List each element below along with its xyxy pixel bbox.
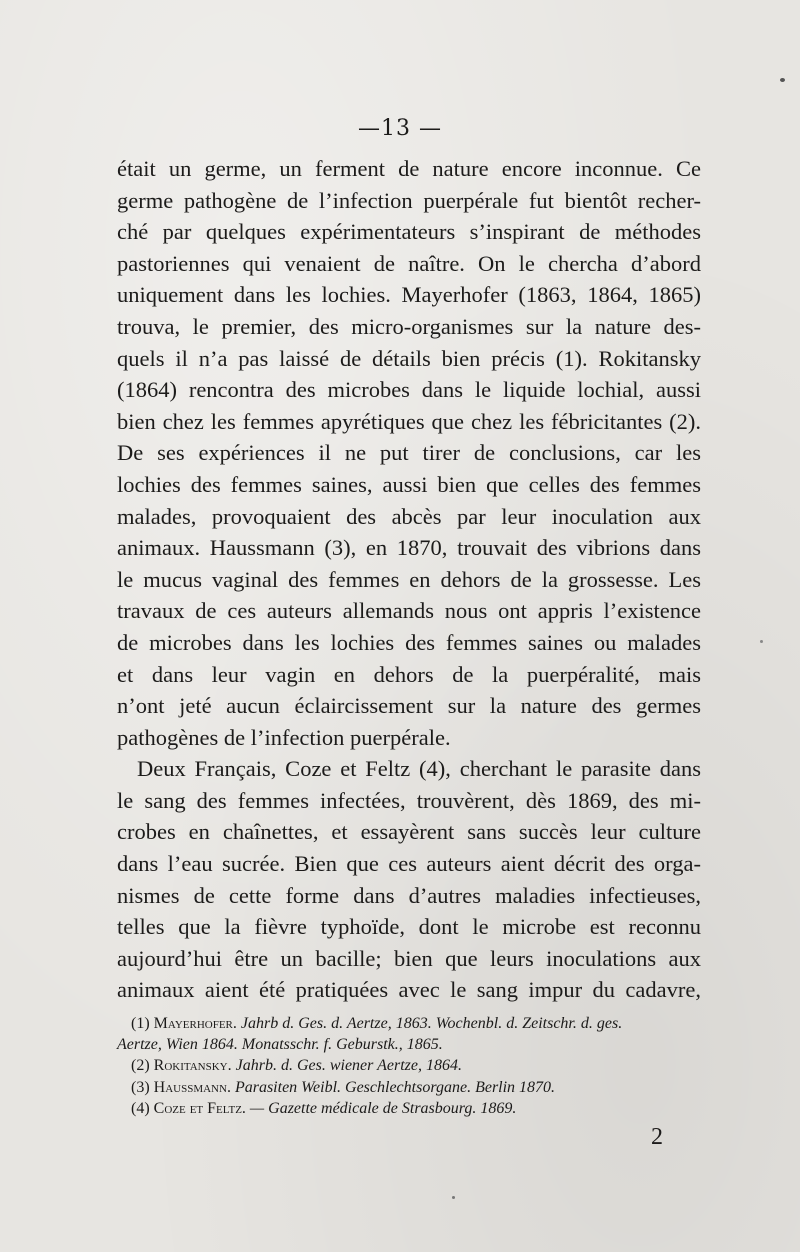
text-line: pastoriennes qui venaient de naître. On le chercha d’abord (117, 250, 701, 276)
text-line: le sang des femmes infectées, trouvèrent, dès 1869, des mi- (117, 787, 701, 813)
footnote-2 (117, 1055, 707, 1076)
footnote-author: Rokitansky. (153, 1057, 232, 1075)
footnote-author: Mayerhofer. (153, 1015, 237, 1032)
text-line: aujourd’hui être un bacille; bien que leurs inoculations aux (117, 945, 701, 971)
text-line: était un germe, un ferment de nature encore inconnue. Ce (117, 156, 701, 181)
text-line: animaux aient été pratiquées avec le sang impur du cadavre, (117, 977, 701, 1003)
scan-speck (452, 1196, 455, 1199)
text-line: de microbes dans les lochies des femmes saines ou malades (117, 629, 701, 655)
footnote-number: (2) (131, 1057, 154, 1075)
footnote-reference: — Gazette médicale de Strasbourg. 1869. (245, 1099, 517, 1117)
footnote-reference: Jahrb. d. Ges. wiener Aertze, 1864. (231, 1057, 462, 1075)
text-line: quels il n’a pas laissé de détails bien précis (1). Rokitansky (117, 345, 701, 371)
text-line: animaux. Haussmann (3), en 1870, trouvait des vibrions dans (117, 535, 701, 561)
footnote-1 (117, 1013, 707, 1034)
footnote-1-continued (117, 1034, 707, 1055)
text-line: et dans leur vagin en dehors de la puerpéralité, mais (117, 661, 701, 687)
paragraph-start-line: Deux Français, Coze et Feltz (4), cherchant le parasite dans (137, 756, 701, 782)
signature-mark: 2 (651, 1124, 663, 1150)
text-line: crobes en chaînettes, et essayèrent sans succès leur culture (117, 819, 701, 845)
text-line: ché par quelques expérimentateurs s’inspirant de méthodes (117, 219, 701, 245)
text-line: malades, provoquaient des abcès par leur inoculation aux (117, 503, 701, 529)
footnote-4 (117, 1098, 707, 1119)
text-line: bien chez les femmes apyrétiques que chez les fébricitantes (2). (117, 408, 701, 434)
text-line: le mucus vaginal des femmes en dehors de la grossesse. Les (117, 566, 701, 592)
text-line: uniquement dans les lochies. Mayerhofer (1863, 1864, 1865) (117, 282, 701, 308)
page-number: —13 — (358, 116, 442, 141)
text-line: germe pathogène de l’infection puerpérale fut bientôt recher- (117, 187, 701, 213)
footnote-reference: Parasiten Weibl. Geschlechtsorgane. Berlin 1870. (230, 1078, 556, 1096)
footnote-number: (3) (131, 1078, 154, 1096)
text-line: lochies des femmes saines, aussi bien que celles des femmes (117, 471, 701, 497)
text-line: travaux de ces auteurs allemands nous ont appris l’existence (117, 598, 701, 624)
text-line: n’ont jeté aucun éclaircissement sur la nature des germes (117, 693, 701, 719)
footnote-author: Coze et Feltz. (153, 1099, 246, 1117)
scan-speck (760, 640, 763, 643)
text-line: dans l’eau sucrée. Bien que ces auteurs aient décrit des orga- (117, 851, 701, 877)
footnote-reference: Jahrb d. Ges. d. Aertze, 1863. Wochenbl. d. Zeitschr. d. ges. (236, 1015, 623, 1032)
scan-speck (780, 78, 785, 82)
footnotes (117, 1013, 707, 1119)
text-line: nismes de cette forme dans d’autres maladies infectieuses, (117, 882, 701, 908)
paragraph-end-line: pathogènes de l’infection puerpérale. (117, 724, 451, 750)
text-line: telles que la fièvre typhoïde, dont le microbe est reconnu (117, 914, 701, 940)
text-line: (1864) rencontra des microbes dans le liquide lochial, aussi (117, 377, 701, 403)
footnote-3 (117, 1077, 707, 1098)
footnote-author: Haussmann. (153, 1078, 231, 1096)
footnote-number: (1) (131, 1015, 154, 1032)
body-text (117, 153, 701, 1006)
text-line: trouva, le premier, des micro-organismes sur la nature des- (117, 313, 701, 339)
footnote-number: (4) (131, 1099, 154, 1117)
footnote-reference: Aertze, Wien 1864. Monatsschr. f. Geburstk., 1865. (117, 1036, 443, 1054)
text-line: De ses expériences il ne put tirer de conclusions, car les (117, 440, 701, 466)
